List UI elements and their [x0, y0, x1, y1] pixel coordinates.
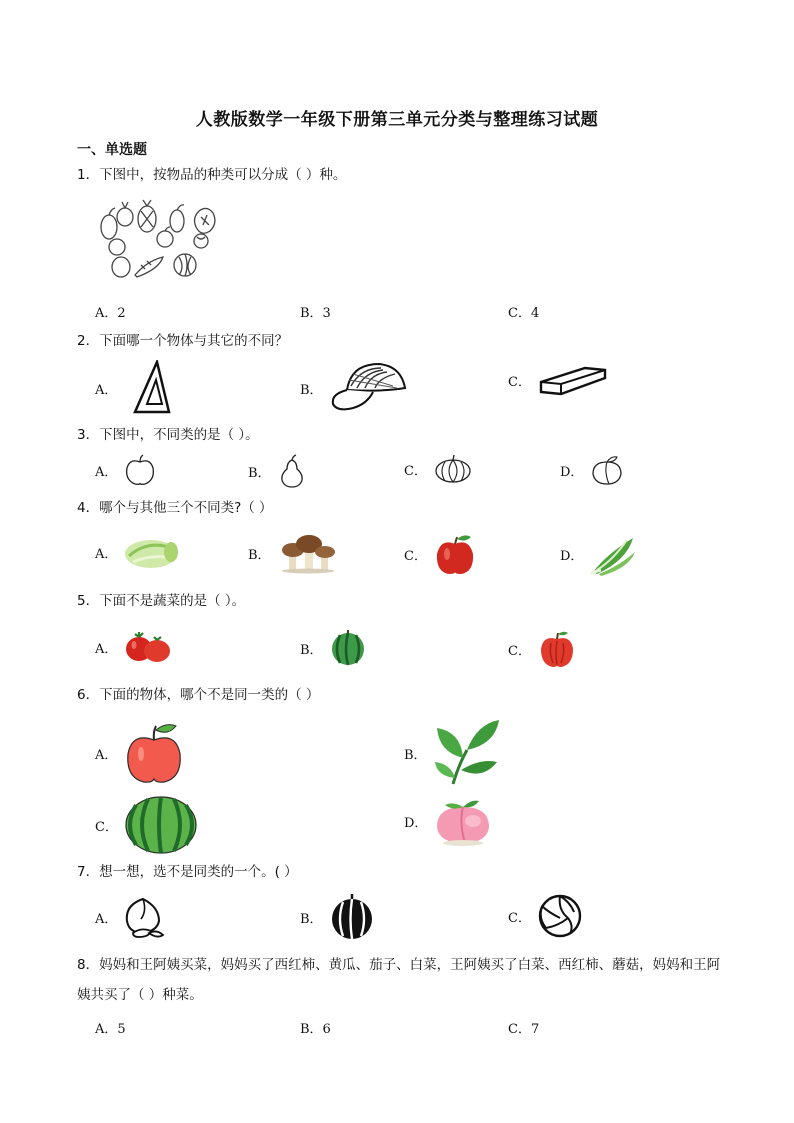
- q7-option-a[interactable]: A．: [95, 893, 167, 941]
- q3-option-c[interactable]: C．: [404, 454, 473, 484]
- q7-option-c[interactable]: C．: [508, 893, 583, 939]
- q6-option-c[interactable]: C．: [95, 795, 198, 855]
- peach-icon: [589, 454, 625, 486]
- pumpkin-icon: [433, 454, 473, 484]
- question-6-stem: 6．下面的物体，哪个不是同一类的（ ）: [77, 687, 320, 703]
- question-7-stem: 7．想一想，选不是同类的一个。( ）: [77, 864, 298, 880]
- q3-option-d[interactable]: D．: [560, 454, 625, 486]
- q1-option-b[interactable]: B．3: [300, 306, 331, 321]
- volleyball-icon: [537, 893, 583, 939]
- q4-option-b[interactable]: B．: [248, 532, 339, 574]
- pear-icon: [277, 454, 307, 488]
- q4-option-a[interactable]: A．: [95, 532, 181, 572]
- question-8-stem: 8．妈妈和王阿姨买菜，妈妈买了西红柿、黄瓜、茄子、白菜，王阿姨买了白菜、西红柿、蘑菇，妈妈和王阿姨共买了（ ）种菜。: [77, 957, 721, 1003]
- q6-option-a[interactable]: A．: [95, 722, 185, 784]
- q3-option-a[interactable]: A．: [95, 454, 157, 486]
- q7-option-b[interactable]: B．: [300, 893, 375, 941]
- q4-option-d[interactable]: D．: [560, 532, 639, 576]
- q8-option-b[interactable]: B．6: [300, 1022, 331, 1037]
- mushroom-icon: [277, 532, 339, 574]
- apple-icon: [123, 454, 157, 486]
- tomato-icon: [123, 629, 173, 665]
- spinach-icon: [433, 718, 503, 788]
- q5-option-c[interactable]: C．: [508, 629, 577, 669]
- peach-icon: [123, 893, 167, 941]
- watermelon-icon: [124, 795, 198, 855]
- q5-option-b[interactable]: B．: [300, 629, 367, 667]
- cabbage-icon: [123, 532, 181, 572]
- page-title: 人教版数学一年级下册第三单元分类与整理练习试题: [195, 110, 599, 130]
- objects-sketch-figure: [95, 197, 227, 287]
- q8-option-c[interactable]: C．7: [508, 1022, 540, 1037]
- question-5-stem: 5．下面不是蔬菜的是（ ）。: [77, 593, 246, 609]
- triangle-ruler-icon: [123, 360, 175, 416]
- apple-icon: [123, 722, 185, 784]
- watermelon-icon: [329, 893, 375, 941]
- q6-option-b[interactable]: B．: [404, 718, 503, 788]
- section-heading: 一、单选题: [77, 142, 147, 158]
- question-1-stem: 1．下图中，按物品的种类可以分成（ ）种。: [77, 167, 347, 183]
- q3-option-b[interactable]: B．: [248, 454, 307, 488]
- cap-icon: [329, 360, 409, 416]
- eraser-icon: [537, 360, 609, 400]
- apple-icon: [433, 532, 477, 576]
- q2-option-a[interactable]: A．: [95, 360, 175, 416]
- q4-option-c[interactable]: C．: [404, 532, 477, 576]
- watermelon-icon: [329, 629, 367, 667]
- lettuce-icon: [589, 532, 639, 576]
- question-3-stem: 3．下图中，不同类的是（ ）。: [77, 427, 259, 443]
- q5-option-a[interactable]: A．: [95, 629, 173, 665]
- q6-option-d[interactable]: D．: [404, 795, 493, 847]
- peach-icon: [433, 795, 493, 847]
- q2-option-c[interactable]: C．: [508, 360, 609, 400]
- q1-option-a[interactable]: A．2: [95, 306, 126, 321]
- question-2-stem: 2．下面哪一个物体与其它的不同？: [77, 333, 289, 349]
- question-4-stem: 4．哪个与其他三个不同类?（ ）: [77, 500, 273, 516]
- q8-option-a[interactable]: A．5: [95, 1022, 126, 1037]
- q2-option-b[interactable]: B．: [300, 360, 409, 416]
- apple-icon: [537, 629, 577, 669]
- q1-option-c[interactable]: C．4: [508, 306, 540, 321]
